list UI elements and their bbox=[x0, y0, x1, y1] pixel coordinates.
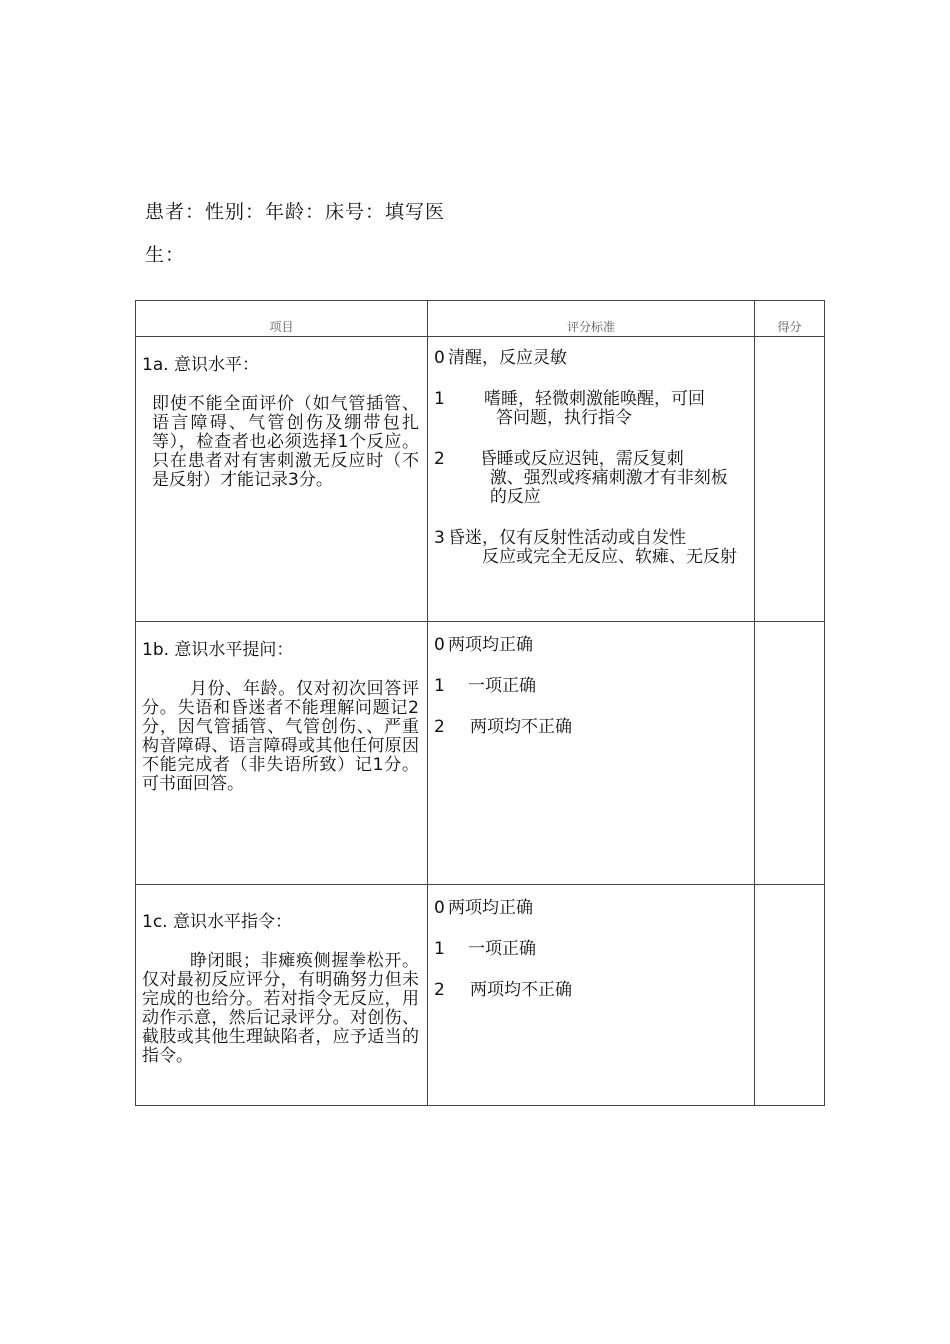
criterion-text: 一项正确 bbox=[468, 676, 536, 696]
assessment-table bbox=[135, 300, 825, 1106]
score-cell[interactable] bbox=[755, 622, 825, 885]
criterion-score: 1 bbox=[434, 939, 445, 959]
criterion-score: 2 bbox=[434, 449, 445, 469]
criterion-score: 1 bbox=[434, 676, 445, 696]
item-title: 1c. 意识水平指令： bbox=[142, 912, 292, 932]
table-header-row bbox=[136, 301, 825, 337]
criterion bbox=[434, 529, 744, 567]
criterion-text: 嗜睡，轻微刺激能唤醒，可回 bbox=[484, 389, 705, 409]
criterion-text: 一项正确 bbox=[468, 939, 536, 959]
criterion bbox=[434, 390, 744, 428]
column-header-score: 得分 bbox=[755, 301, 825, 337]
criterion-text: 两项均正确 bbox=[448, 635, 533, 655]
criterion bbox=[434, 677, 744, 696]
criterion-text-continued: 激、强烈或疼痛刺激才有非刻板的反应 bbox=[489, 468, 728, 507]
criterion-score: 2 bbox=[434, 980, 445, 1000]
criteria-cell bbox=[428, 885, 755, 1106]
criterion-score: 1 bbox=[434, 389, 445, 409]
criterion-score: 3 bbox=[434, 528, 445, 548]
patient-info-line: 患者：性别：年龄：床号：填写医 bbox=[145, 201, 446, 223]
criterion-text-continued: 反应或完全无反应、软瘫、无反射 bbox=[482, 547, 737, 567]
item-description: 睁闭眼；非瘫痪侧握拳松开。仅对最初反应评分，有明确努力但未完成的也给分。若对指令无反应，用动作示意，然后记录评分。对创伤、截肢或其他生理缺陷者，应予适当的指令。 bbox=[142, 951, 419, 1066]
criterion-text: 昏睡或反应迟钝，需反复刺 bbox=[479, 449, 684, 469]
doctor-line: 生： bbox=[145, 244, 186, 266]
criterion bbox=[434, 636, 744, 655]
column-header-criteria: 评分标准 bbox=[428, 301, 755, 337]
criterion-text: 两项均不正确 bbox=[470, 980, 572, 1000]
column-header-item: 项目 bbox=[136, 301, 428, 337]
criterion-score: 0 bbox=[434, 898, 445, 918]
criterion-text-continued: 答问题，执行指令 bbox=[496, 408, 632, 428]
table-row bbox=[136, 885, 825, 1106]
criterion bbox=[434, 899, 744, 918]
table-row bbox=[136, 622, 825, 885]
criterion-score: 2 bbox=[434, 717, 445, 737]
criteria-cell bbox=[428, 622, 755, 885]
item-title: 1a. 意识水平： bbox=[142, 355, 260, 375]
criterion-score: 0 bbox=[434, 348, 445, 368]
criterion-text: 两项均不正确 bbox=[470, 717, 572, 737]
table-row bbox=[136, 337, 825, 622]
criterion-text: 清醒，反应灵敏 bbox=[448, 348, 567, 368]
criterion bbox=[434, 981, 744, 1000]
criterion bbox=[434, 349, 744, 368]
item-cell bbox=[136, 337, 428, 622]
item-cell bbox=[136, 885, 428, 1106]
item-cell bbox=[136, 622, 428, 885]
score-cell[interactable] bbox=[755, 337, 825, 622]
criterion-text: 两项均正确 bbox=[448, 898, 533, 918]
item-description: 月份、年龄。仅对初次回答评分。失语和昏迷者不能理解问题记2分，因气管插管、气管创伤、、严重构音障碍、语言障碍或其他任何原因不能完成者（非失语所致）记1分。可书面回答。 bbox=[142, 679, 419, 794]
score-cell[interactable] bbox=[755, 885, 825, 1106]
criterion bbox=[434, 450, 744, 507]
criteria-cell bbox=[428, 337, 755, 622]
item-description: 即使不能全面评价（如气管插管、语言障碍、气管创伤及绷带包扎等），检查者也必须选择1个反应。只在患者对有害刺激无反应时（不是反射）才能记录3分。 bbox=[152, 394, 419, 490]
criterion-score: 0 bbox=[434, 635, 445, 655]
item-title: 1b. 意识水平提问： bbox=[142, 640, 294, 660]
criterion bbox=[434, 718, 744, 737]
criterion-text: 昏迷，仅有反射性活动或自发性 bbox=[448, 528, 686, 548]
criterion bbox=[434, 940, 744, 959]
